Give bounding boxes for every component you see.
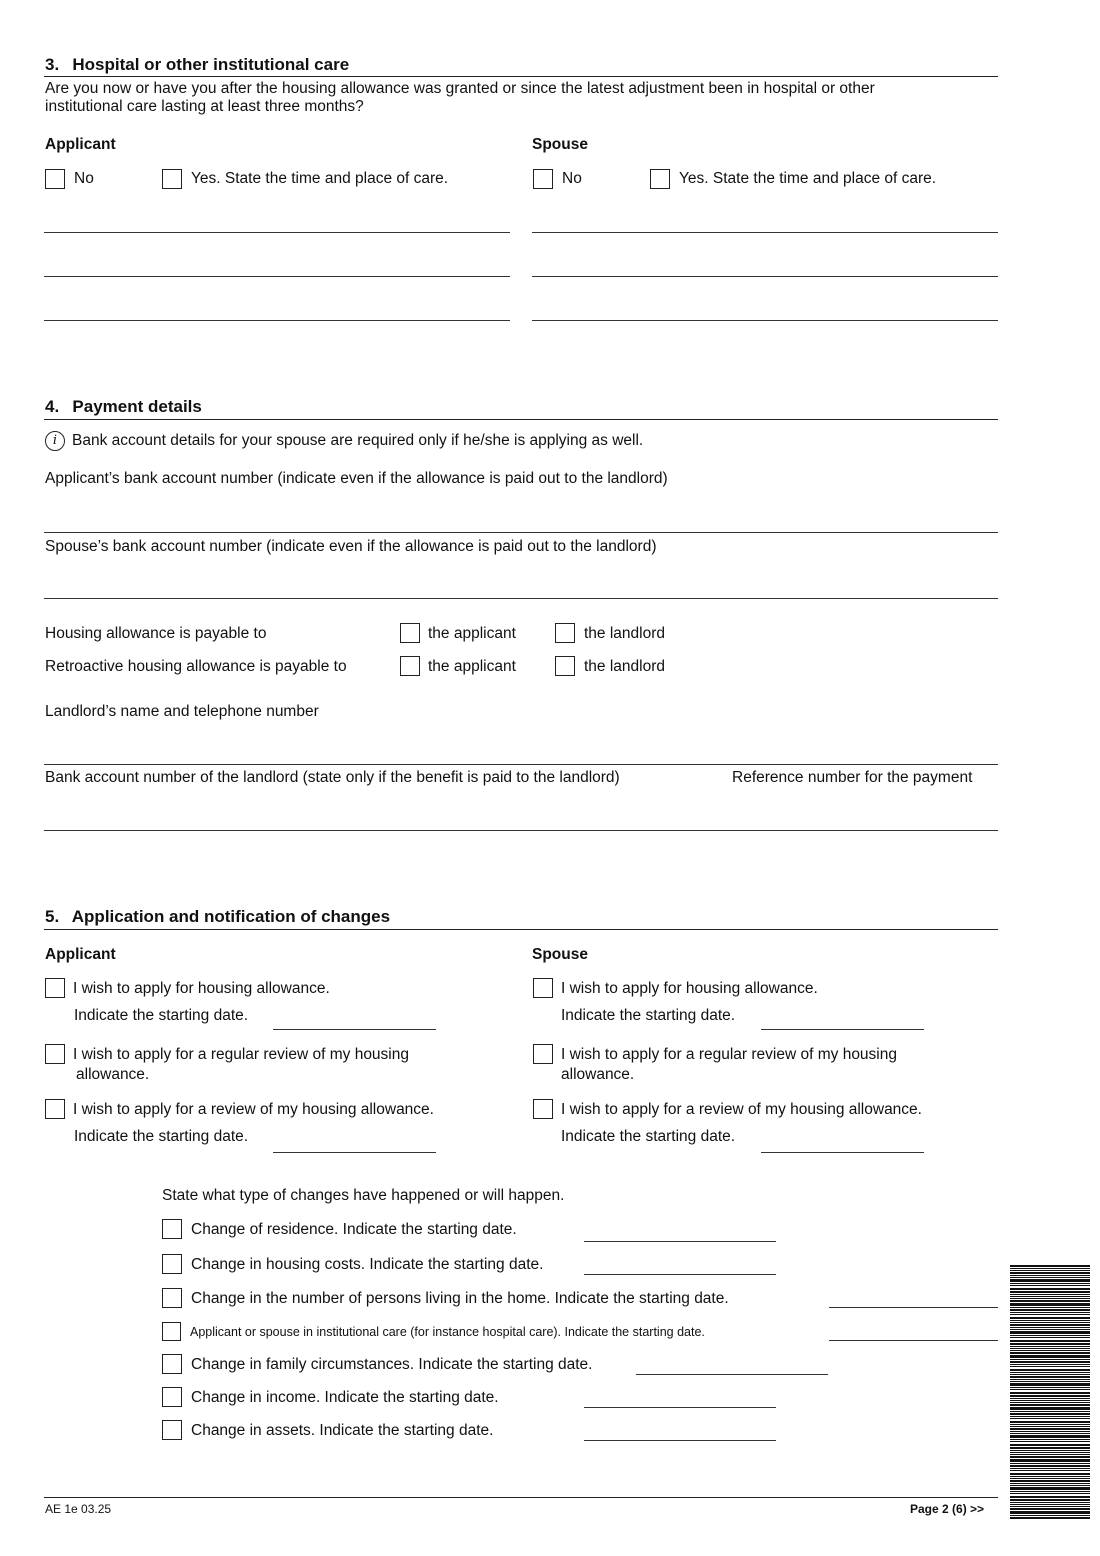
change-residence-label: Change of residence. Indicate the starting date. [191, 1221, 517, 1238]
spouse-heading: Spouse [532, 136, 588, 153]
change-family-date-field[interactable] [636, 1374, 828, 1375]
spouse-care-yes-checkbox[interactable] [650, 169, 670, 189]
applicant-review-label: I wish to apply for a review of my housing allowance. [73, 1101, 434, 1118]
s5-applicant-heading: Applicant [45, 946, 116, 963]
applicant-account-label: Applicant’s bank account number (indicate even if the allowance is paid out to the landlord) [45, 470, 668, 487]
retro-landlord-checkbox[interactable] [555, 656, 575, 676]
spouse-account-label: Spouse’s bank account number (indicate even if the allowance is paid out to the landlord) [45, 538, 657, 555]
change-institutional-care-date-field[interactable] [829, 1340, 998, 1341]
changes-prompt: State what type of changes have happened or will happen. [162, 1187, 565, 1204]
change-housing-costs-checkbox[interactable] [162, 1254, 182, 1274]
applicant-apply-checkbox[interactable] [45, 978, 65, 998]
section-5-rule [44, 929, 998, 930]
info-icon: i [45, 431, 65, 451]
footer-rule [44, 1497, 998, 1498]
landlord-account-field[interactable] [44, 830, 998, 831]
spouse-review-label: I wish to apply for a review of my housing allowance. [561, 1101, 922, 1118]
s5-spouse-heading: Spouse [532, 946, 588, 963]
applicant-apply-date-field[interactable] [273, 1029, 436, 1030]
payable-landlord-checkbox[interactable] [555, 623, 575, 643]
applicant-care-no-checkbox[interactable] [45, 169, 65, 189]
spouse-review-date-label: Indicate the starting date. [561, 1128, 736, 1145]
retro-applicant-label: the applicant [428, 658, 516, 675]
applicant-care-no-label: No [74, 170, 94, 187]
applicant-apply-label: I wish to apply for housing allowance. [73, 980, 330, 997]
applicant-care-yes-checkbox[interactable] [162, 169, 182, 189]
spouse-bank-info-text: Bank account details for your spouse are required only if he/she is applying as well. [72, 432, 644, 449]
change-assets-date-field[interactable] [584, 1440, 776, 1441]
change-assets-checkbox[interactable] [162, 1420, 182, 1440]
applicant-care-line-1[interactable] [44, 232, 510, 233]
payable-applicant-checkbox[interactable] [400, 623, 420, 643]
change-residence-date-field[interactable] [584, 1241, 776, 1242]
spouse-apply-date-field[interactable] [761, 1029, 924, 1030]
change-income-checkbox[interactable] [162, 1387, 182, 1407]
applicant-review-date-field[interactable] [273, 1152, 436, 1153]
landlord-name-label: Landlord’s name and telephone number [45, 703, 319, 720]
retro-landlord-label: the landlord [584, 658, 666, 675]
change-housing-costs-date-field[interactable] [584, 1274, 776, 1275]
spouse-apply-date-label: Indicate the starting date. [561, 1007, 736, 1024]
change-residence-checkbox[interactable] [162, 1219, 182, 1239]
section-4-title: 4. Payment details [45, 397, 202, 416]
reference-number-label: Reference number for the payment [732, 769, 973, 786]
change-housing-costs-label: Change in housing costs. Indicate the starting date. [191, 1256, 544, 1273]
retro-applicant-checkbox[interactable] [400, 656, 420, 676]
change-family-checkbox[interactable] [162, 1354, 182, 1374]
applicant-regular-review-checkbox[interactable] [45, 1044, 65, 1064]
section-3-title: 3. Hospital or other institutional care [45, 55, 350, 74]
change-persons-label: Change in the number of persons living in the home. Indicate the starting date. [191, 1290, 729, 1307]
spouse-apply-label: I wish to apply for housing allowance. [561, 980, 818, 997]
change-institutional-care-label: Applicant or spouse in institutional care (for instance hospital care). Indicate the starting date. [190, 1325, 705, 1339]
change-persons-checkbox[interactable] [162, 1288, 182, 1308]
section-3-question-line1: Are you now or have you after the housing allowance was granted or since the latest adjustment been in hospital or other [45, 80, 875, 97]
payable-applicant-label: the applicant [428, 625, 516, 642]
change-family-label: Change in family circumstances. Indicate the starting date. [191, 1356, 593, 1373]
retro-payable-to-label: Retroactive housing allowance is payable to [45, 658, 347, 675]
spouse-apply-checkbox[interactable] [533, 978, 553, 998]
applicant-apply-date-label: Indicate the starting date. [74, 1007, 249, 1024]
spouse-regular-review-label-2: allowance. [561, 1066, 635, 1083]
section-4-rule [44, 419, 998, 420]
change-income-date-field[interactable] [584, 1407, 776, 1408]
section-3-question-line2: institutional care lasting at least three months? [45, 98, 364, 115]
spouse-care-line-2[interactable] [532, 276, 998, 277]
change-institutional-care-checkbox[interactable] [162, 1322, 181, 1341]
spouse-review-date-field[interactable] [761, 1152, 924, 1153]
spouse-care-yes-label: Yes. State the time and place of care. [679, 170, 937, 187]
change-assets-label: Change in assets. Indicate the starting date. [191, 1422, 494, 1439]
form-code: AE 1e 03.25 [45, 1502, 112, 1516]
page-number: Page 2 (6) >> [910, 1502, 985, 1516]
spouse-review-checkbox[interactable] [533, 1099, 553, 1119]
section-3-rule [44, 76, 998, 77]
spouse-regular-review-checkbox[interactable] [533, 1044, 553, 1064]
applicant-review-date-label: Indicate the starting date. [74, 1128, 249, 1145]
applicant-regular-review-label-1: I wish to apply for a regular review of my housing [73, 1046, 409, 1063]
applicant-regular-review-label-2: allowance. [76, 1066, 150, 1083]
barcode-icon [1010, 1265, 1090, 1520]
landlord-name-field[interactable] [44, 764, 998, 765]
spouse-care-no-checkbox[interactable] [533, 169, 553, 189]
spouse-account-field[interactable] [44, 598, 998, 599]
applicant-care-line-2[interactable] [44, 276, 510, 277]
change-persons-date-field[interactable] [829, 1307, 998, 1308]
applicant-review-checkbox[interactable] [45, 1099, 65, 1119]
spouse-care-line-3[interactable] [532, 320, 998, 321]
spouse-care-line-1[interactable] [532, 232, 998, 233]
applicant-care-line-3[interactable] [44, 320, 510, 321]
spouse-regular-review-label-1: I wish to apply for a regular review of my housing [561, 1046, 897, 1063]
landlord-account-label: Bank account number of the landlord (state only if the benefit is paid to the landlord) [45, 769, 620, 786]
applicant-care-yes-label: Yes. State the time and place of care. [191, 170, 449, 187]
spouse-care-no-label: No [562, 170, 582, 187]
payable-to-label: Housing allowance is payable to [45, 625, 267, 642]
applicant-account-field[interactable] [44, 532, 998, 533]
section-5-title: 5. Application and notification of changes [45, 907, 391, 926]
change-income-label: Change in income. Indicate the starting date. [191, 1389, 499, 1406]
payable-landlord-label: the landlord [584, 625, 666, 642]
applicant-heading: Applicant [45, 136, 116, 153]
